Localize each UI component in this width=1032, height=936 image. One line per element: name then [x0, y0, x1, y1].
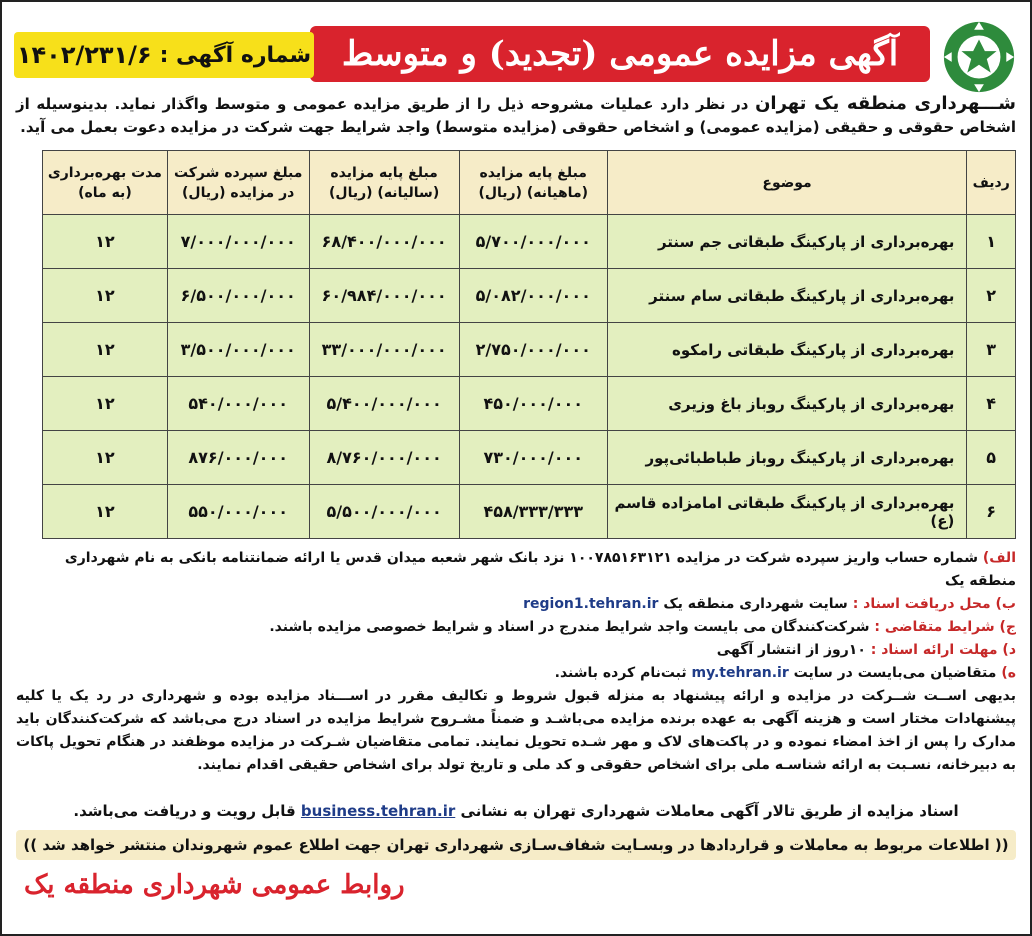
table-row: [43, 269, 1016, 323]
cell-monthly: ۵/۷۰۰/۰۰۰/۰۰۰: [459, 215, 607, 269]
cell-row-number: ۲: [967, 269, 1016, 323]
ad-title: آگهی مزایده عمومی (تجدید) و متوسط: [310, 26, 930, 82]
intro-paragraph: [16, 92, 1016, 139]
tehran-municipality-logo-icon: [940, 18, 1018, 96]
condition-a-label: الف): [982, 550, 1016, 566]
header-monthly: مبلغ پایه مزایده (ماهیانه) (ریال): [459, 151, 607, 215]
header-period: مدت بهره‌برداری (به ماه): [43, 151, 168, 215]
cell-monthly: ۴۵۰/۰۰۰/۰۰۰: [459, 377, 607, 431]
cell-period: ۱۲: [43, 269, 168, 323]
auction-table: [42, 150, 1016, 539]
cell-yearly: ۸/۷۶۰/۰۰۰/۰۰۰: [309, 431, 459, 485]
my-tehran-link[interactable]: my.tehran.ir: [691, 665, 789, 681]
cell-row-number: ۳: [967, 323, 1016, 377]
conditions-body: بدیهی اســت شــرکت در مزایده و ارائه پیشنهاد به منزله قبول شروط و تکالیف مقرر در اســـناد مزایده بوده و شهرداری در رد یک یا کلیه پیشنهادات مختار است و هزینه آگهی به عهده برنده مزایده می‌باشـد و ضمناً مشـروح شرایط مزایده در اسناد درج می‌باشد که شرکت‌کنندگان باید مدارک را پس از اخذ امضاء نموده و در پاکت‌های لاک و مهر شـده تحویل نمایند. تمامی متقاضیان شـرکت در مزایده موظفند در هنگام تحویل پاکات به دبیرخانه، نسـبت به ارائه شناسـه ملی برای اشخاص حقوقی و کد ملی و تاریخ تولد برای اشخاص حقیقی اقدام نمایند.: [16, 688, 1016, 773]
cell-period: ۱۲: [43, 215, 168, 269]
header: [14, 16, 1018, 86]
table-row: [43, 323, 1016, 377]
cell-subject: بهره‌برداری از پارکینگ روباز باغ وزیری: [607, 377, 967, 431]
cell-period: ۱۲: [43, 431, 168, 485]
table-row: [43, 377, 1016, 431]
cell-yearly: ۶۸/۴۰۰/۰۰۰/۰۰۰: [309, 215, 459, 269]
cell-period: ۱۲: [43, 377, 168, 431]
cell-row-number: ۶: [967, 485, 1016, 539]
docs-text-after: قابل رویت و دریافت می‌باشد.: [73, 802, 296, 820]
announcement-number: ۱۴۰۲/۲۳۱/۶: [16, 41, 152, 69]
organization-name: شـــهرداری منطقه یک تهران: [755, 93, 1016, 114]
condition-e-text-after: ثبت‌نام کرده باشند.: [554, 665, 687, 681]
cell-monthly: ۷۳۰/۰۰۰/۰۰۰: [459, 431, 607, 485]
condition-d-text: ۱۰روز از انتشار آگهی: [716, 642, 866, 658]
condition-b-text: سایت شهرداری منطقه یک: [663, 596, 848, 612]
region1-link[interactable]: region1.tehran.ir: [523, 596, 659, 612]
cell-row-number: ۵: [967, 431, 1016, 485]
cell-row-number: ۴: [967, 377, 1016, 431]
cell-yearly: ۵/۴۰۰/۰۰۰/۰۰۰: [309, 377, 459, 431]
documents-line: [16, 802, 1016, 820]
condition-d: [16, 639, 1016, 662]
announcement-label: شماره آگهی :: [159, 42, 312, 68]
cell-deposit: ۷/۰۰۰/۰۰۰/۰۰۰: [167, 215, 309, 269]
header-row-number: ردیف: [967, 151, 1016, 215]
cell-subject: بهره‌برداری از پارکینگ طبقاتی امامزاده قاسم (ع): [607, 485, 967, 539]
cell-row-number: ۱: [967, 215, 1016, 269]
condition-c-label: ج) شرایط متقاضی :: [874, 619, 1016, 635]
cell-monthly: ۴۵۸/۳۳۳/۳۳۳: [459, 485, 607, 539]
cell-deposit: ۵۴۰/۰۰۰/۰۰۰: [167, 377, 309, 431]
condition-e-text-before: متقاضیان می‌بایست در سایت: [793, 665, 997, 681]
header-yearly: مبلغ پایه مزایده (سالیانه) (ریال): [309, 151, 459, 215]
table-header-row: [43, 151, 1016, 215]
intro-text: در نظر دارد عملیات مشروحه ذیل را از طریق مزایده عمومی و متوسط واگذار نماید. بدینوسیله از اشخاص حقوقی و حقیقی (مزایده عمومی) و اشخاص حقوقی (مزایده متوسط) واجد شرایط جهت شرکت در مزایده دعوت بعمل می آید.: [16, 95, 1016, 136]
auction-table-wrapper: [42, 150, 1016, 539]
condition-b: [16, 593, 1016, 616]
cell-deposit: ۸۷۶/۰۰۰/۰۰۰: [167, 431, 309, 485]
table-row: [43, 431, 1016, 485]
cell-deposit: ۳/۵۰۰/۰۰۰/۰۰۰: [167, 323, 309, 377]
condition-c: [16, 616, 1016, 639]
transparency-notice: (( اطلاعات مربوط به معاملات و قراردادها در وبسـایت شفاف‌سـازی شهرداری تهران جهت اطلاع عموم شهروندان منتشر خواهد شد )): [16, 830, 1016, 860]
cell-deposit: ۶/۵۰۰/۰۰۰/۰۰۰: [167, 269, 309, 323]
announcement-number-box: [14, 32, 314, 78]
table-row: [43, 215, 1016, 269]
public-relations-signature: روابط عمومی شهرداری منطقه یک: [24, 870, 405, 900]
cell-yearly: ۶۰/۹۸۴/۰۰۰/۰۰۰: [309, 269, 459, 323]
condition-e: [16, 662, 1016, 685]
cell-period: ۱۲: [43, 323, 168, 377]
cell-period: ۱۲: [43, 485, 168, 539]
condition-d-label: د) مهلت ارائه اسناد :: [870, 642, 1016, 658]
business-tehran-link[interactable]: business.tehran.ir: [300, 802, 456, 820]
cell-yearly: ۵/۵۰۰/۰۰۰/۰۰۰: [309, 485, 459, 539]
cell-subject: بهره‌برداری از پارکینگ طبقاتی رامکوه: [607, 323, 967, 377]
cell-subject: بهره‌برداری از پارکینگ روباز طباطبائی‌پور: [607, 431, 967, 485]
condition-e-label: ه): [1001, 665, 1016, 681]
condition-a-text: شماره حساب واریز سپرده شرکت در مزایده ۱۰۰۷۸۵۱۶۳۱۲۱ نزد بانک شهر شعبه میدان قدس یا ارائه ضمانتنامه بانکی به نام شهرداری منطقه یک: [64, 550, 1016, 589]
docs-text-before: اسناد مزایده از طریق تالار آگهی معاملات شهرداری تهران به نشانی: [460, 802, 959, 820]
cell-monthly: ۲/۷۵۰/۰۰۰/۰۰۰: [459, 323, 607, 377]
cell-subject: بهره‌برداری از پارکینگ طبقاتی سام سنتر: [607, 269, 967, 323]
condition-b-label: ب) محل دریافت اسناد :: [852, 596, 1016, 612]
conditions-section: [16, 547, 1016, 777]
table-row: [43, 485, 1016, 539]
cell-deposit: ۵۵۰/۰۰۰/۰۰۰: [167, 485, 309, 539]
condition-c-text: شرکت‌کنندگان می بایست واجد شرایط مندرج در اسناد و شرایط خصوصی مزایده باشند.: [269, 619, 870, 635]
cell-monthly: ۵/۰۸۲/۰۰۰/۰۰۰: [459, 269, 607, 323]
header-subject: موضوع: [607, 151, 967, 215]
cell-yearly: ۳۳/۰۰۰/۰۰۰/۰۰۰: [309, 323, 459, 377]
condition-a: [16, 547, 1016, 593]
cell-subject: بهره‌برداری از پارکینگ طبقاتی جم سنتر: [607, 215, 967, 269]
header-deposit: مبلغ سپرده شرکت در مزایده (ریال): [167, 151, 309, 215]
